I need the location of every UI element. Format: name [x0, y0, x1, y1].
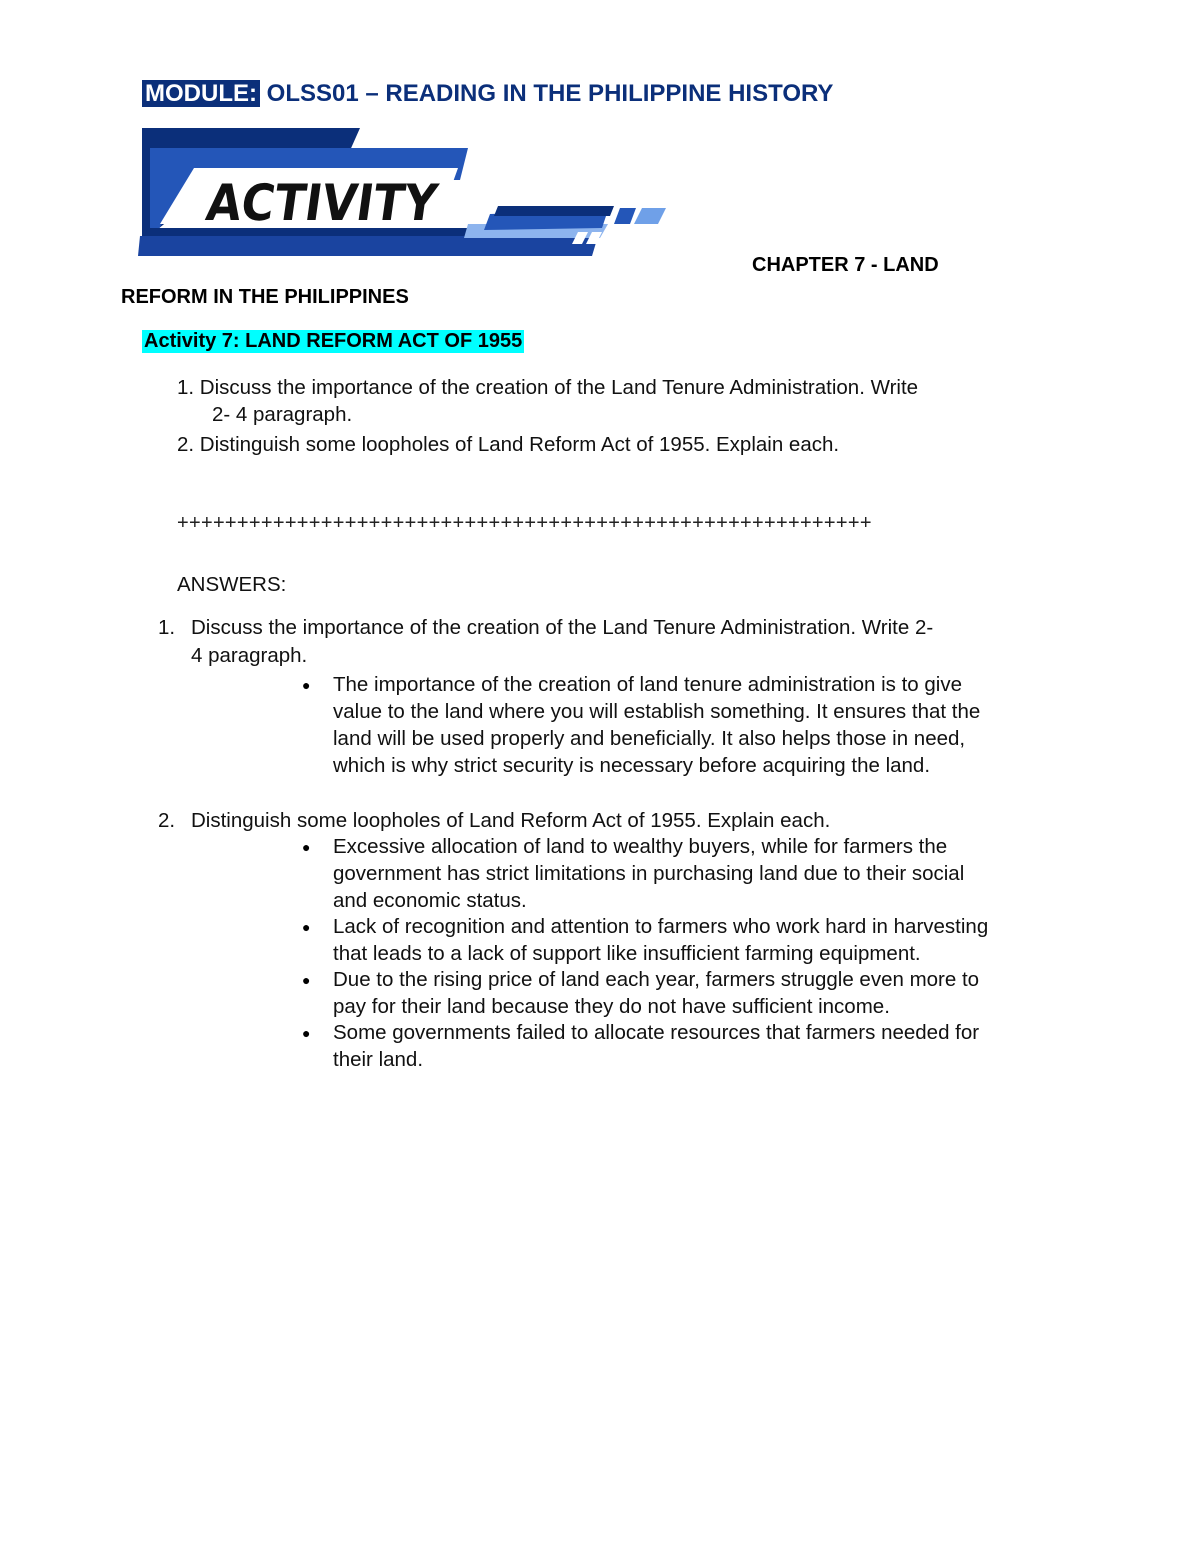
chapter-title-line2: REFORM IN THE PHILIPPINES — [121, 286, 409, 308]
answer-2-number: 2. — [158, 809, 176, 832]
answer-2-bullet-4-line2: their land. — [333, 1048, 424, 1071]
module-tag: MODULE: — [142, 80, 260, 107]
answer-2-bullet-2-line2: that leads to a lack of support like insufficient farming equipment. — [333, 942, 921, 965]
activity-title: Activity 7: LAND REFORM ACT OF 1955 — [144, 330, 523, 352]
answer-2-bullet-4-line1: Some governments failed to allocate resources that farmers needed for — [333, 1021, 980, 1044]
bullet-icon: ● — [302, 972, 311, 988]
answers-heading: ANSWERS: — [177, 573, 287, 596]
answer-2-bullet-3-line1: Due to the rising price of land each year, farmers struggle even more to — [333, 968, 980, 991]
chapter-title-line1: CHAPTER 7 - LAND — [752, 254, 939, 276]
bullet-icon: ● — [302, 677, 311, 693]
answer-1-bullet-1-line3: land will be used properly and beneficially. It also helps those in need, — [333, 727, 966, 750]
bullet-icon: ● — [302, 1025, 311, 1041]
answer-2-bullet-2-line1: Lack of recognition and attention to farmers who work hard in harvesting — [333, 915, 989, 938]
bullet-icon: ● — [302, 839, 311, 855]
answer-1-bullet-1-line2: value to the land where you will establish something. It ensures that the — [333, 700, 981, 723]
bullet-icon: ● — [302, 919, 311, 935]
answer-1-bullet-1-line1: The importance of the creation of land tenure administration is to give — [333, 673, 963, 696]
answer-2-bullet-1-line3: and economic status. — [333, 889, 527, 912]
question-1-line2: 2- 4 paragraph. — [212, 403, 353, 426]
answer-1-question-line2: 4 paragraph. — [191, 644, 308, 667]
activity-banner — [138, 124, 668, 262]
answer-2-question: Distinguish some loopholes of Land Reform Act of 1955. Explain each. — [191, 809, 831, 832]
answer-1-bullet-1-line4: which is why strict security is necessary before acquiring the land. — [333, 754, 931, 777]
answer-1-number: 1. — [158, 616, 176, 639]
question-1-line1: 1. Discuss the importance of the creation of the Land Tenure Administration. Write — [177, 376, 919, 399]
answer-2-bullet-3-line2: pay for their land because they do not have sufficient income. — [333, 995, 890, 1018]
question-2: 2. Distinguish some loopholes of Land Reform Act of 1955. Explain each. — [177, 433, 840, 456]
answer-1-question-line1: Discuss the importance of the creation of the Land Tenure Administration. Write 2- — [191, 616, 934, 639]
answer-2-bullet-1-line2: government has strict limitations in purchasing land due to their social — [333, 862, 965, 885]
answer-2-bullet-1-line1: Excessive allocation of land to wealthy buyers, while for farmers the — [333, 835, 948, 858]
module-header — [142, 80, 833, 108]
module-title: OLSS01 – READING IN THE PHILIPPINE HISTORY — [266, 80, 834, 107]
separator-line: ++++++++++++++++++++++++++++++++++++++++++++++++++++++++++ — [177, 512, 872, 534]
activity-banner-text: ACTIVITY — [202, 173, 467, 232]
